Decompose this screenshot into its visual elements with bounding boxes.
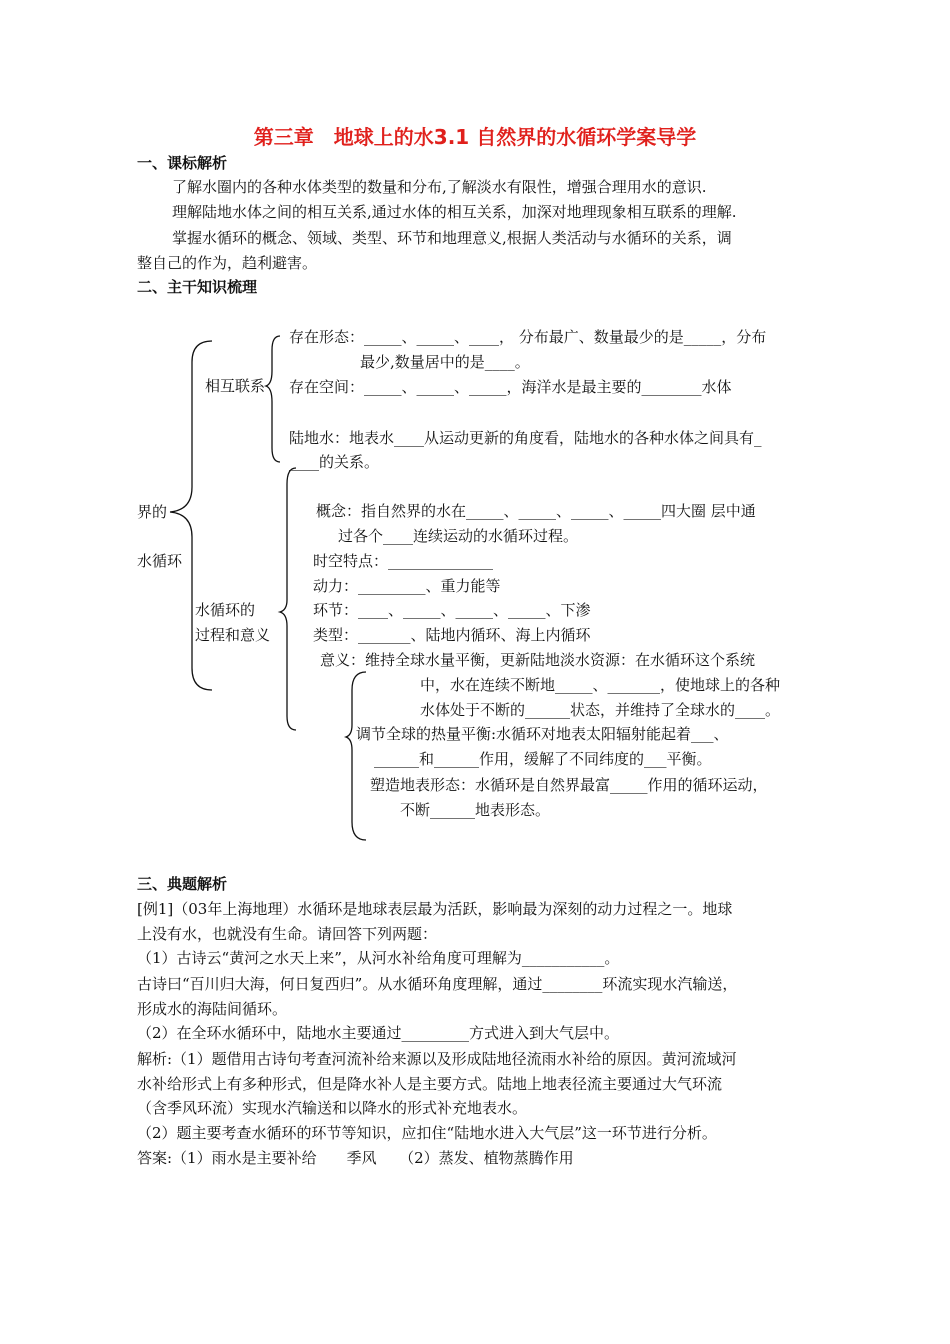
s1-paragraph-3b: 整自己的作为，趋利避害。	[137, 254, 318, 272]
b2-line-3: 时空特点：______________	[313, 552, 494, 570]
b2-line-9: 水体处于不断的______状态，并维持了全球水的____。	[420, 701, 781, 719]
b2-line-12: 塑造地表形态：水循环是自然界最富_____作用的循环运动，	[370, 776, 768, 794]
s1-paragraph-2: 理解陆地水体之间的相互关系,通过水体的相互关系，加深对地理现象相互联系的理解.	[172, 203, 737, 221]
section-1-heading: 一、课标解析	[137, 154, 228, 172]
section-2-heading: 二、主干知识梳理	[137, 278, 258, 296]
b1-line-1: 存在形态：_____、_____、____， 分布最广、数量最少的是_____，分布	[289, 328, 767, 346]
s3-line-5: 形成水的海陆间循环。	[137, 1000, 288, 1018]
s3-line-2: 上没有水，也就没有生命。请回答下列两题：	[137, 925, 438, 943]
b2-line-10: 调节全球的热量平衡:水循环对地表太阳辐射能起着___、	[356, 725, 729, 743]
b2-line-7: 意义：维持全球水量平衡，更新陆地淡水资源：在水循环这个系统	[320, 651, 756, 669]
s3-answer: 答案:（1）雨水是主要补给 季风 （2）蒸发、植物蒸腾作用	[137, 1149, 574, 1167]
s3-line-9: （含季风环流）实现水汽输送和以降水的形式补充地表水。	[137, 1099, 528, 1117]
b2-line-4: 动力：_________、重力能等	[313, 577, 501, 595]
s1-paragraph-1: 了解水圈内的各种水体类型的数量和分布,了解淡水有限性，增强合理用水的意识.	[172, 178, 707, 196]
b1-line-5: ____的关系。	[289, 453, 380, 471]
b2-line-5: 环节：____、_____、_____、_____、下渗	[313, 601, 591, 619]
b2-line-8: 中，水在连续不断地_____、_______，使地球上的各种	[420, 676, 781, 694]
root-label-1: 界的	[137, 503, 168, 521]
s3-line-10: （2）题主要考查水循环的环节等知识，应扣住“陆地水进入大气层”这一环节进行分析。	[137, 1124, 717, 1142]
s3-line-1: [例1]（03年上海地理）水循环是地球表层最为活跃，影响最为深刻的动力过程之一。地球	[137, 900, 733, 918]
branch-mutual-relation: 相互联系	[205, 377, 266, 395]
b1-line-4: 陆地水：地表水____从运动更新的角度看，陆地水的各种水体之间具有_	[289, 429, 762, 447]
b1-line-3: 存在空间：_____、_____、_____，海洋水是最主要的________水体	[289, 378, 732, 396]
branch-cycle-process-1: 水循环的	[195, 601, 256, 619]
s3-line-6: （2）在全环水循环中，陆地水主要通过_________方式进入到大气层中。	[137, 1024, 620, 1042]
branch-cycle-process-2: 过程和意义	[195, 626, 271, 644]
s3-line-3: （1）古诗云“黄河之水天上来”，从河水补给角度可理解为___________。	[137, 949, 620, 967]
root-label-2: 水循环	[137, 552, 183, 570]
b2-line-1: 概念：指自然界的水在_____、_____、_____、_____四大圈 层中通	[316, 502, 756, 520]
branch2-brace	[280, 468, 296, 730]
section-3-heading: 三、典题解析	[137, 875, 228, 893]
b1-line-2: 最少,数量居中的是____。	[360, 353, 530, 371]
b2-line-6: 类型：_______、陆地内循环、海上内循环	[313, 626, 591, 644]
page-title: 第三章 地球上的水3.1 自然界的水循环学案导学	[253, 125, 697, 149]
s3-line-7: 解析:（1）题借用古诗句考查河流补给来源以及形成陆地径流雨水补给的原因。黄河流域河	[137, 1050, 737, 1068]
b2-line-2: 过各个____连续运动的水循环过程。	[338, 527, 579, 545]
b2-line-13: 不断______地表形态。	[400, 801, 551, 819]
s3-line-4: 古诗曰“百川归大海，何日复西归”。从水循环角度理解，通过________环流实现水汽输送，	[137, 975, 738, 993]
b2-line-11: ______和______作用，缓解了不同纬度的___平衡。	[374, 750, 712, 768]
s1-paragraph-3a: 掌握水循环的概念、领域、类型、环节和地理意义,根据人类活动与水循环的关系，调	[172, 229, 732, 247]
s3-line-8: 水补给形式上有多种形式，但是降水补人是主要方式。陆地上地表径流主要通过大气环流	[137, 1075, 723, 1093]
meaning-brace	[346, 672, 366, 840]
branch1-brace	[266, 336, 280, 462]
